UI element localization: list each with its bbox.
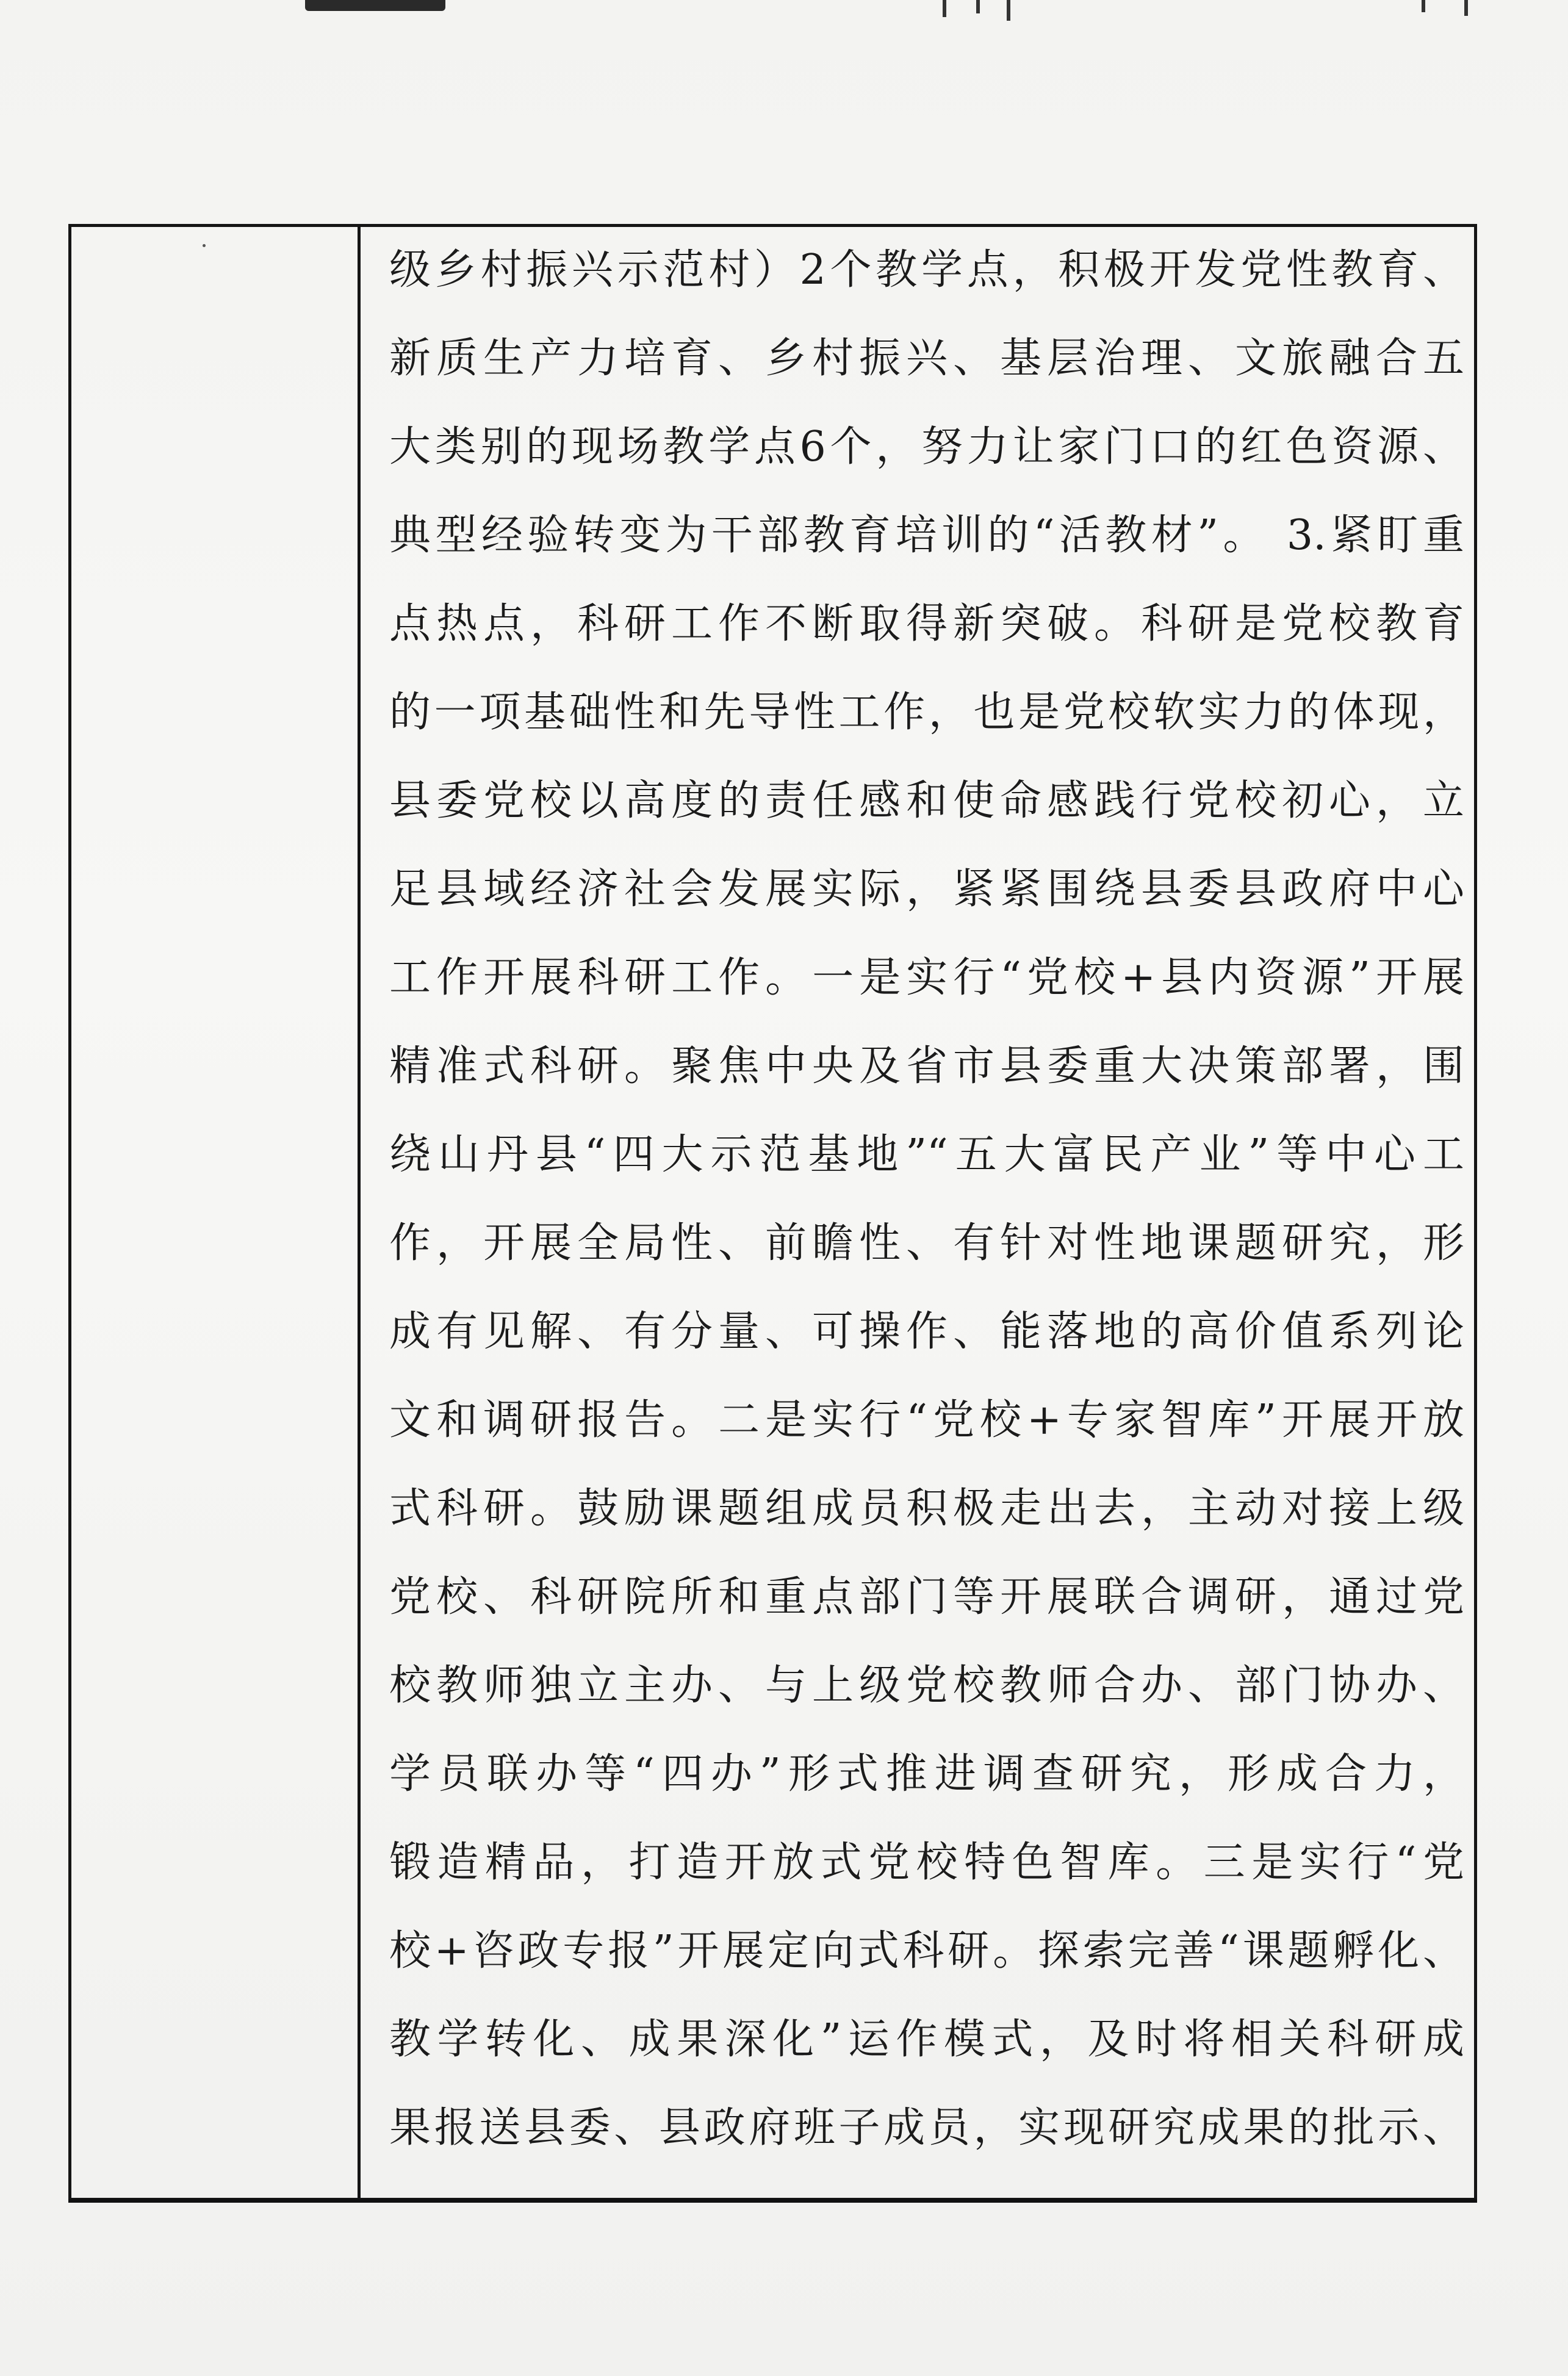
scan-artifact-bar	[305, 0, 445, 11]
right-cell-text	[389, 226, 1464, 2172]
text-line: 工作开展科研工作。一是实行“党校+县内资源”开展	[389, 954, 1464, 1002]
text-line: 党校、科研院所和重点部门等开展联合调研，通过党	[389, 1573, 1464, 1621]
scan-artifact-tick	[943, 0, 946, 17]
text-line: 锻造精品，打造开放式党校特色智库。三是实行“党	[389, 1838, 1464, 1887]
text-line: 的一项基础性和先导性工作，也是党校软实力的体现，	[389, 688, 1464, 736]
text-line: 文和调研报告。二是实行“党校+专家智库”开展开放	[389, 1396, 1464, 1444]
text-line: 点热点，科研工作不断取得新突破。科研是党校教育	[389, 600, 1464, 648]
text-line: 级乡村振兴示范村）2个教学点，积极开发党性教育、	[389, 246, 1464, 294]
text-line: 大类别的现场教学点6个，努力让家门口的红色资源、	[389, 423, 1464, 471]
text-line: 校+咨政专报”开展定向式科研。探索完善“课题孵化、	[389, 1927, 1464, 1975]
text-line: 新质生产力培育、乡村振兴、基层治理、文旅融合五	[389, 334, 1464, 383]
scan-artifact-tick	[1422, 0, 1425, 12]
text-line: 校教师独立主办、与上级党校教师合办、部门协办、	[389, 1661, 1464, 1710]
text-line: 教学转化、成果深化”运作模式，及时将相关科研成	[389, 2015, 1464, 2064]
text-line: 成有见解、有分量、可操作、能落地的高价值系列论	[389, 1308, 1464, 1356]
text-line: 精准式科研。聚焦中央及省市县委重大决策部署，围	[389, 1042, 1464, 1090]
table-bottom-rule	[68, 2199, 1477, 2203]
scan-artifact-tick	[976, 0, 980, 13]
text-line: 学员联办等“四办”形式推进调查研究，形成合力，	[389, 1750, 1464, 1798]
text-line: 绕山丹县“四大示范基地”“五大富民产业”等中心工	[389, 1131, 1464, 1179]
text-line: 典型经验转变为干部教育培训的“活教材”。 3.紧盯重	[389, 511, 1464, 560]
scan-artifact-tick	[1007, 0, 1010, 21]
scan-dot	[203, 244, 206, 247]
text-line: 足县域经济社会发展实际，紧紧围绕县委县政府中心	[389, 865, 1464, 913]
text-line: 式科研。鼓励课题组成员积极走出去，主动对接上级	[389, 1485, 1464, 1533]
text-line: 县委党校以高度的责任感和使命感践行党校初心，立	[389, 777, 1464, 825]
text-line: 作，开展全局性、前瞻性、有针对性地课题研究，形	[389, 1219, 1464, 1267]
scan-artifact-tick	[1464, 0, 1468, 16]
left-cell	[71, 227, 361, 2198]
text-line: 果报送县委、县政府班子成员，实现研究成果的批示、	[389, 2104, 1464, 2152]
